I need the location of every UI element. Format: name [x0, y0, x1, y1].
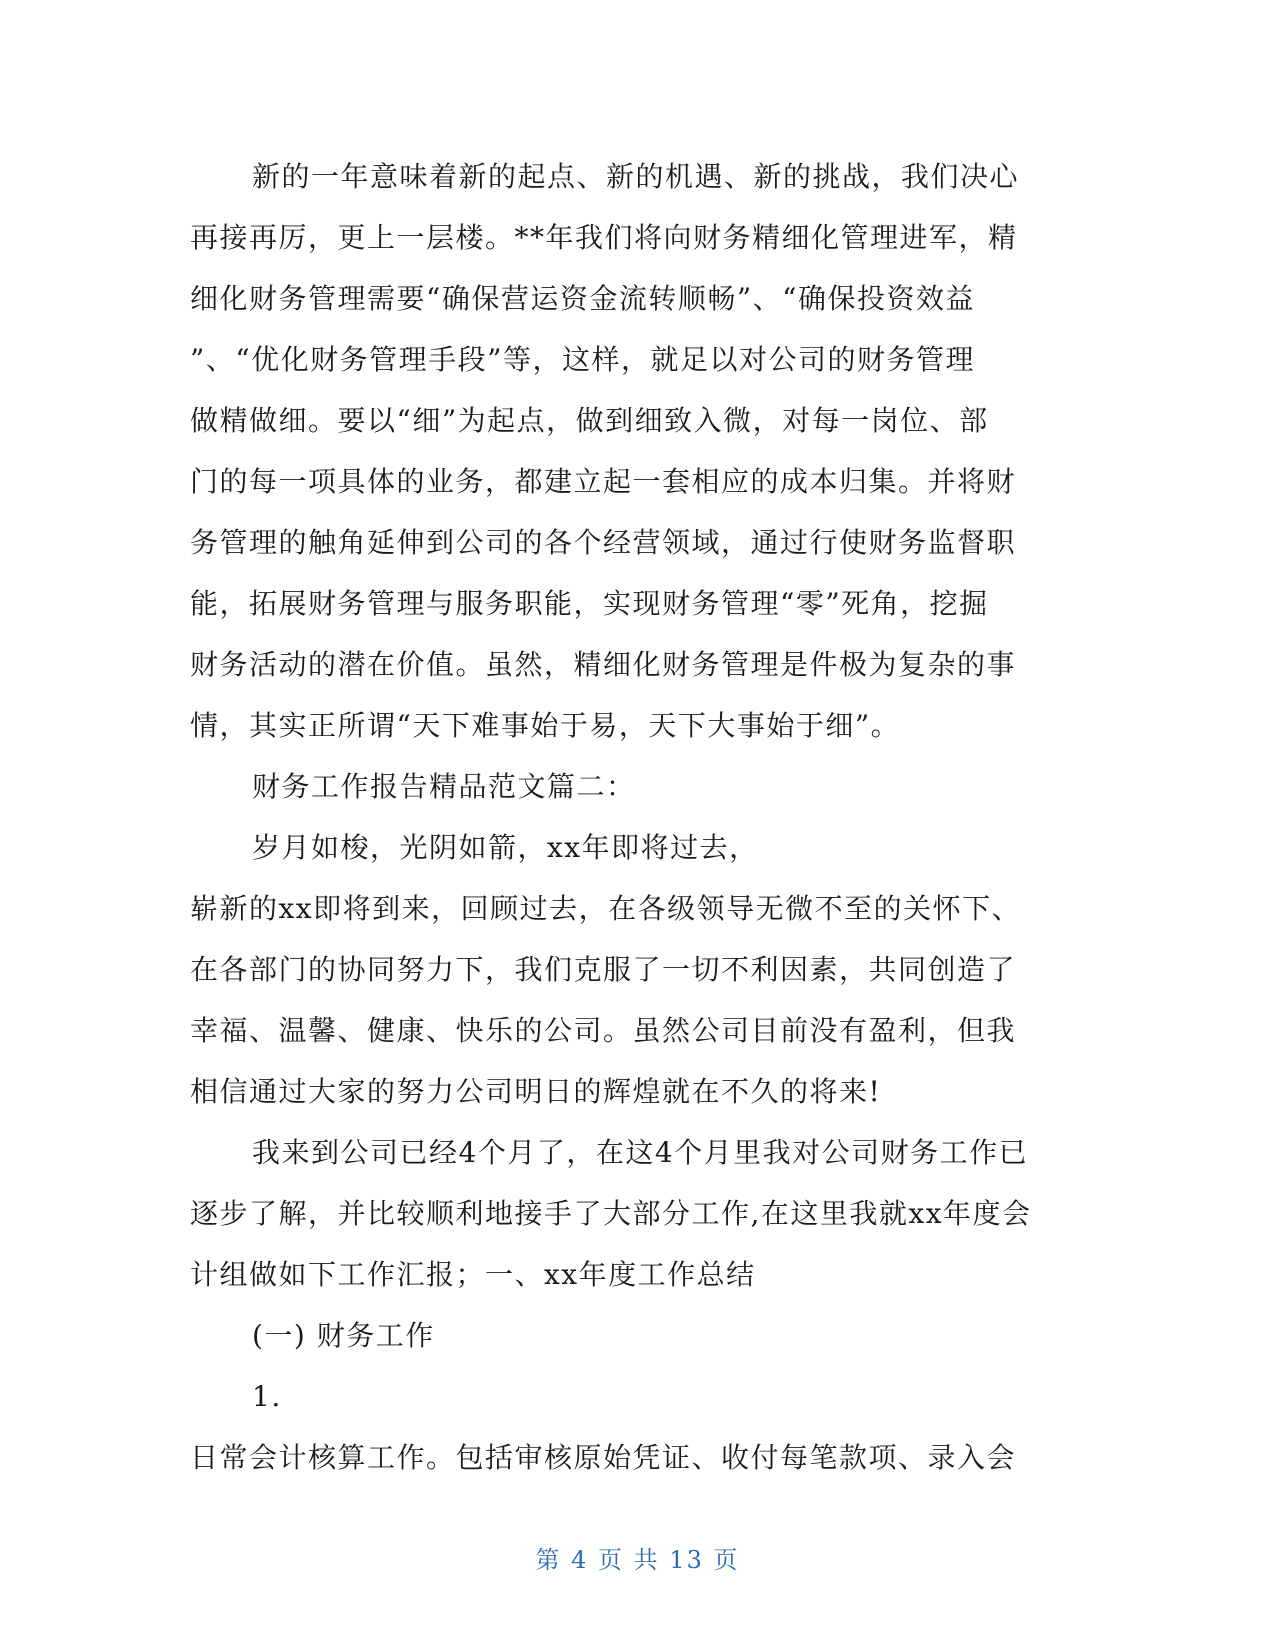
paragraph-line: 幸福、温馨、健康、快乐的公司。虽然公司目前没有盈利，但我 — [190, 1014, 1017, 1047]
list-number: 1. — [252, 1380, 282, 1413]
paragraph-line: 再接再厉，更上一层楼。**年我们将向财务精细化管理进军，精 — [190, 221, 1018, 254]
paragraph-line: 新的一年意味着新的起点、新的机遇、新的挑战，我们决心 — [252, 160, 1020, 193]
paragraph-line: 情，其实正所谓“天下难事始于易，天下大事始于细”。 — [190, 709, 901, 742]
paragraph-line: 做精做细。要以“细”为起点，做到细致入微，对每一岗位、部 — [190, 404, 989, 437]
paragraph-line: 日常会计核算工作。包括审核原始凭证、收付每笔款项、录入会 — [190, 1441, 1017, 1474]
paragraph-line: 我来到公司已经4个月了，在这4个月里我对公司财务工作已 — [252, 1136, 1029, 1169]
paragraph-line: 计组做如下工作汇报；一、xx年度工作总结 — [190, 1258, 756, 1291]
paragraph-line: 细化财务管理需要“确保营运资金流转顺畅”、“确保投资效益 — [190, 282, 975, 315]
page-number-footer: 第 4 页 共 13 页 — [535, 1546, 740, 1574]
paragraph-line: 务管理的触角延伸到公司的各个经营领域，通过行使财务监督职 — [190, 526, 1017, 559]
paragraph-line: 在各部门的协同努力下，我们克服了一切不利因素，共同创造了 — [190, 953, 1017, 986]
paragraph-line: 能，拓展财务管理与服务职能，实现财务管理“零”死角，挖掘 — [190, 587, 989, 620]
paragraph-line: ”、“优化财务管理手段”等，这样，就足以对公司的财务管理 — [190, 343, 975, 376]
paragraph-line: 崭新的xx即将到来，回顾过去，在各级领导无微不至的关怀下、 — [190, 892, 1022, 925]
paragraph-line: 岁月如梭，光阴如箭，xx年即将过去， — [252, 831, 759, 864]
subsection-heading: (一) 财务工作 — [252, 1319, 435, 1352]
section-heading: 财务工作报告精品范文篇二： — [252, 770, 636, 803]
document-body — [190, 146, 1060, 1488]
paragraph-line: 逐步了解，并比较顺利地接手了大部分工作,在这里我就xx年度会 — [190, 1197, 1032, 1230]
paragraph-line: 门的每一项具体的业务，都建立起一套相应的成本归集。并将财 — [190, 465, 1017, 498]
paragraph-line: 相信通过大家的努力公司明日的辉煌就在不久的将来! — [190, 1075, 882, 1108]
paragraph-line: 财务活动的潜在价值。虽然，精细化财务管理是件极为复杂的事 — [190, 648, 1017, 681]
